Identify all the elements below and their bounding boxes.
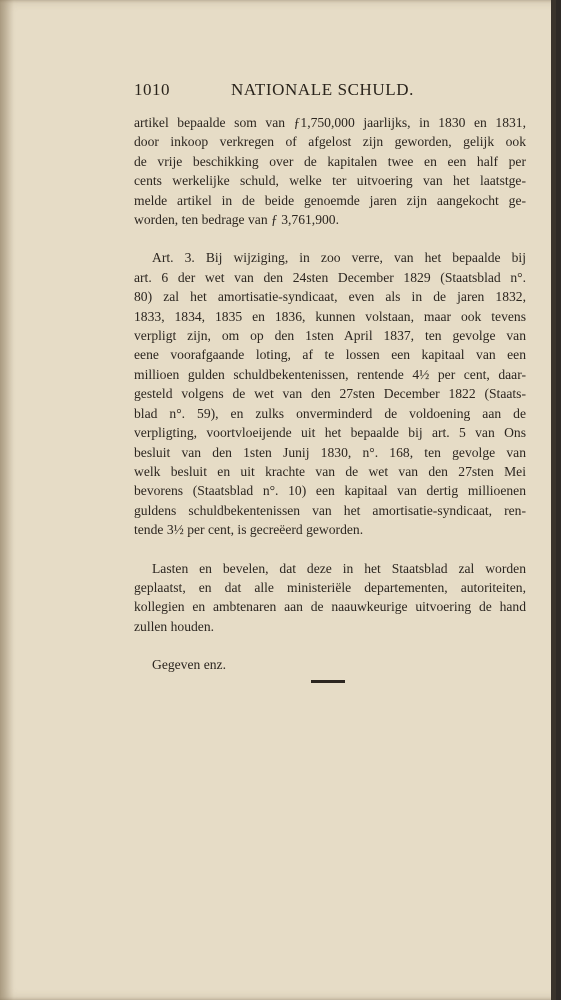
text-line: verpligt zijn, om op den 1sten April 1837, ten gevolge van <box>134 328 526 344</box>
paragraph-gegeven <box>134 655 526 674</box>
text-line: artikel bepaalde som van ƒ1,750,000 jaarlijks, in 1830 en 1831, <box>134 115 526 130</box>
running-title: NATIONALE SCHULD. <box>231 80 415 99</box>
paragraph-article-3 <box>134 248 526 539</box>
text-line: kollegien en ambtenaren aan de naauwkeurige uitvoering de hand <box>134 599 526 615</box>
text-line: blad n°. 59), en zulks onverminderd de voldoening aan de <box>134 405 526 421</box>
text-line: bevorens (Staatsblad n°. 10) een kapitaal van dertig millioenen <box>134 483 526 499</box>
text-line: art. 6 der wet van den 24sten December 1829 (Staatsblad n°. <box>134 269 526 285</box>
page-number: 1010 <box>134 80 170 99</box>
page-edge <box>551 0 556 1000</box>
text-line: besluit van den 1sten Junij 1830, n°. 168, ten gevolge van <box>134 444 526 460</box>
text-line: millioen gulden schuldbekentenissen, rentende 4½ per cent, daar- <box>134 366 526 382</box>
text-line: zullen houden. <box>134 618 215 634</box>
text-line: cents werkelijke schuld, welke ter uitvoering van het laatstge- <box>134 173 526 189</box>
text-line: Gegeven enz. <box>152 657 226 673</box>
page-header <box>134 80 524 102</box>
text-line: eene voorafgaande loting, af te lossen een kapitaal van een <box>134 347 526 363</box>
text-line: gesteld volgens de wet van den 27sten December 1822 (Staats- <box>134 386 526 402</box>
text-line: de vrije beschikking over de kapitalen twee en een half per <box>134 153 526 169</box>
text-line: 80) zal het amortisatie-syndicaat, even als in de jaren 1832, <box>134 289 526 305</box>
page-body <box>134 113 526 694</box>
text-line: geplaatst, en dat alle ministeriële departementen, autoriteiten, <box>134 579 526 595</box>
text-line: Lasten en bevelen, dat deze in het Staatsblad zal worden <box>152 560 526 576</box>
page-gutter-shadow <box>0 0 14 1000</box>
text-line: Art. 3. Bij wijziging, in zoo verre, van het bepaalde bij <box>152 250 526 266</box>
text-line: tende 3½ per cent, is gecreëerd geworden. <box>134 522 364 538</box>
text-line: melde artikel in de beide genoemde jaren zijn aangekocht ge- <box>134 192 526 208</box>
text-line: verpligting, voortvloeijende uit het bepaalde bij art. 5 van Ons <box>134 425 526 441</box>
paragraph-lasten <box>134 559 526 637</box>
closing-rule <box>311 680 345 683</box>
text-line: worden, ten bedrage van ƒ 3,761,900. <box>134 212 339 228</box>
text-line: welk besluit en uit krachte van de wet van den 27sten Mei <box>134 463 526 479</box>
text-line: door inkoop verkregen of afgelost zijn geworden, gelijk ook <box>134 134 526 150</box>
text-line: guldens schuldbekentenissen van het amortisatie-syndicaat, ren- <box>134 502 526 518</box>
paragraph-continuation <box>134 113 526 229</box>
text-line: 1833, 1834, 1835 en 1836, kunnen volstaan, maar ook tevens <box>134 308 526 324</box>
